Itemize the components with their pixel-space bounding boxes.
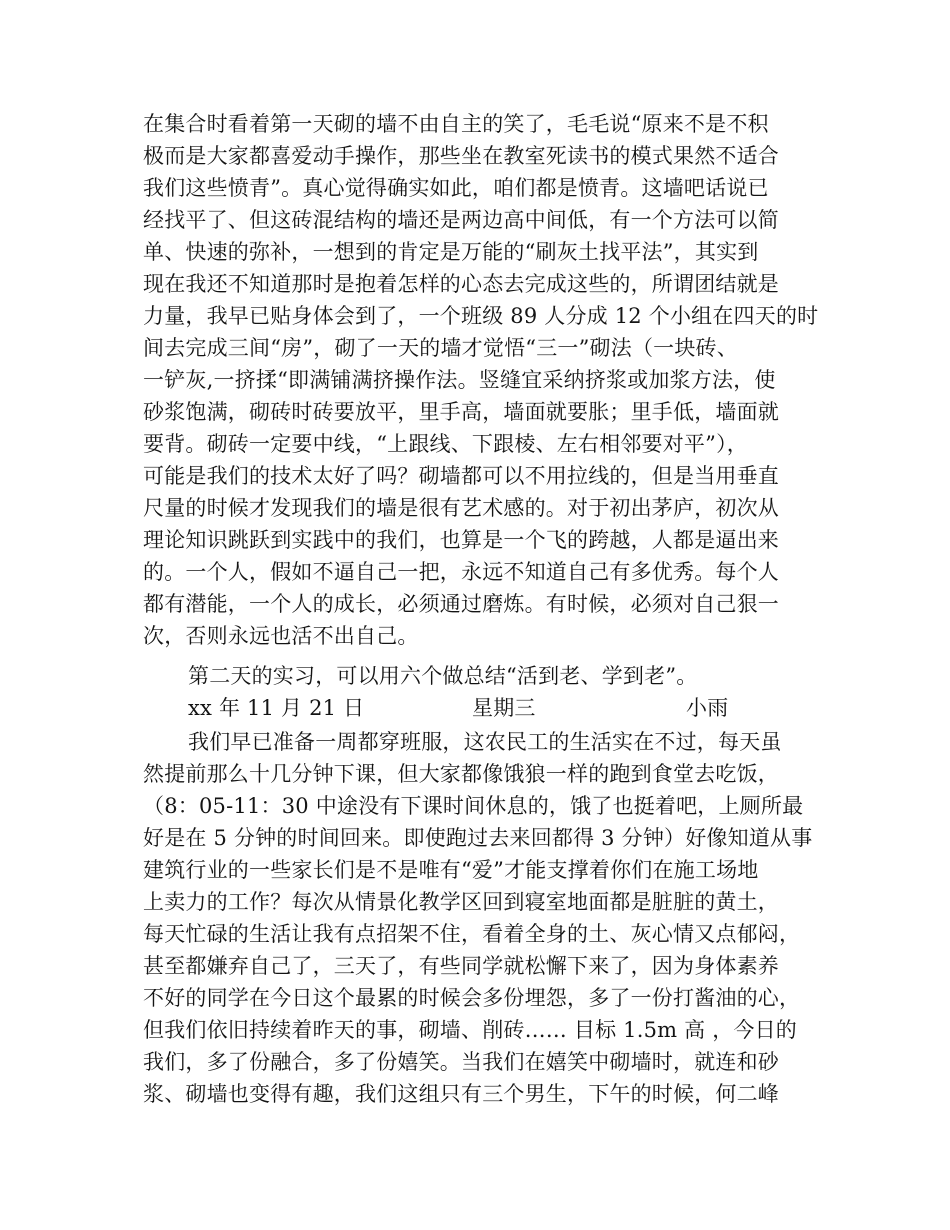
text-line: 我们这些愤青”。真心觉得确实如此，咱们都是愤青。这墙吧话说已 (143, 176, 769, 200)
text-line: 的。一个人，假如不逼自己一把，永远不知道自己有多优秀。每个人 (143, 560, 779, 584)
text-line: 然提前那么十几分钟下课，但大家都像饿狼一样的跑到食堂去吃饭， (143, 762, 779, 786)
text-line: 要背。砌砖一定要中线，“上跟线、下跟棱、左右相邻要对平”）， (143, 432, 748, 456)
text-line: 理论知识跳跃到实践中的我们，也算是一个飞的跨越，人都是逼出来 (143, 528, 779, 552)
text-line: 现在我还不知道那时是抱着怎样的心态去完成这些的，所谓团结就是 (143, 272, 779, 296)
weekday-text: 星期三 (472, 696, 536, 720)
text-line: 甚至都嫌弃自己了，三天了，有些同学就松懈下来了，因为身体素养 (143, 954, 779, 978)
text-line: 经找平了、但这砖混结构的墙还是两边高中间低，有一个方法可以简 (143, 208, 779, 232)
text-line: 单、快速的弥补，一想到的肯定是万能的“刷灰土找平法”，其实到 (143, 240, 759, 264)
text-line: 在集合时看着第一天砌的墙不由自主的笑了，毛毛说“原来不是不积 (143, 112, 769, 136)
text-line: 上卖力的工作？每次从情景化教学区回到寝室地面都是脏脏的黄土， (143, 890, 779, 914)
text-line: 次，否则永远也活不出自己。 (143, 624, 419, 648)
text-line: 一铲灰,一挤揉“即满铺满挤操作法。竖缝宜采纳挤浆或加浆方法，使 (143, 368, 776, 392)
text-line: 间去完成三间“房”，砌了一天的墙才觉悟“三一”砌法（一块砖、 (143, 336, 738, 360)
text-line: 极而是大家都喜爱动手操作，那些坐在教室死读书的模式果然不适合 (143, 144, 779, 168)
text-line: 可能是我们的技术太好了吗？砌墙都可以不用拉线的，但是当用垂直 (143, 464, 779, 488)
text-line: （8：05-11：30 中途没有下课时间休息的，饿了也挺着吧，上厕所最 (143, 794, 804, 818)
date-header (188, 692, 788, 724)
weather-text: 小雨 (686, 696, 729, 720)
text-line: 但我们依旧持续着昨天的事，砌墙、削砖…… 目标 1.5m 高 ，今日的 (143, 1018, 798, 1042)
text-line: 都有潜能，一个人的成长，必须通过磨炼。有时候，必须对自己狠一 (143, 592, 779, 616)
text-line: 每天忙碌的生活让我有点招架不住，看着全身的土、灰心情又点郁闷， (143, 922, 801, 946)
summary-line: 第二天的实习，可以用六个做总结“活到老、学到老”。 (188, 664, 698, 688)
text-line: 建筑行业的一些家长们是不是唯有“爱”才能支撑着你们在施工场地 (143, 858, 759, 882)
date-text: xx 年 11 月 21 日 (188, 696, 365, 720)
text-line: 浆、砌墙也变得有趣，我们这组只有三个男生，下午的时候，何二峰 (143, 1082, 779, 1106)
text-line: 好是在 5 分钟的时间回来。即使跑过去来回都得 3 分钟）好像知道从事 (143, 826, 813, 850)
text-line: 我们，多了份融合，多了份嬉笑。当我们在嬉笑中砌墙时，就连和砂 (143, 1050, 779, 1074)
text-line: 砂浆饱满，砌砖时砖要放平，里手高，墙面就要胀；里手低，墙面就 (143, 400, 779, 424)
text-line: 力量，我早已贴身体会到了，一个班级 89 人分成 12 个小组在四天的时 (143, 304, 819, 328)
text-line: 尺量的时候才发现我们的墙是很有艺术感的。对于初出茅庐，初次从 (143, 496, 779, 520)
text-line: 不好的同学在今日这个最累的时候会多份埋怨，多了一份打酱油的心， (143, 986, 801, 1010)
text-line: 我们早已准备一周都穿班服，这农民工的生活实在不过，每天虽 (188, 730, 782, 754)
